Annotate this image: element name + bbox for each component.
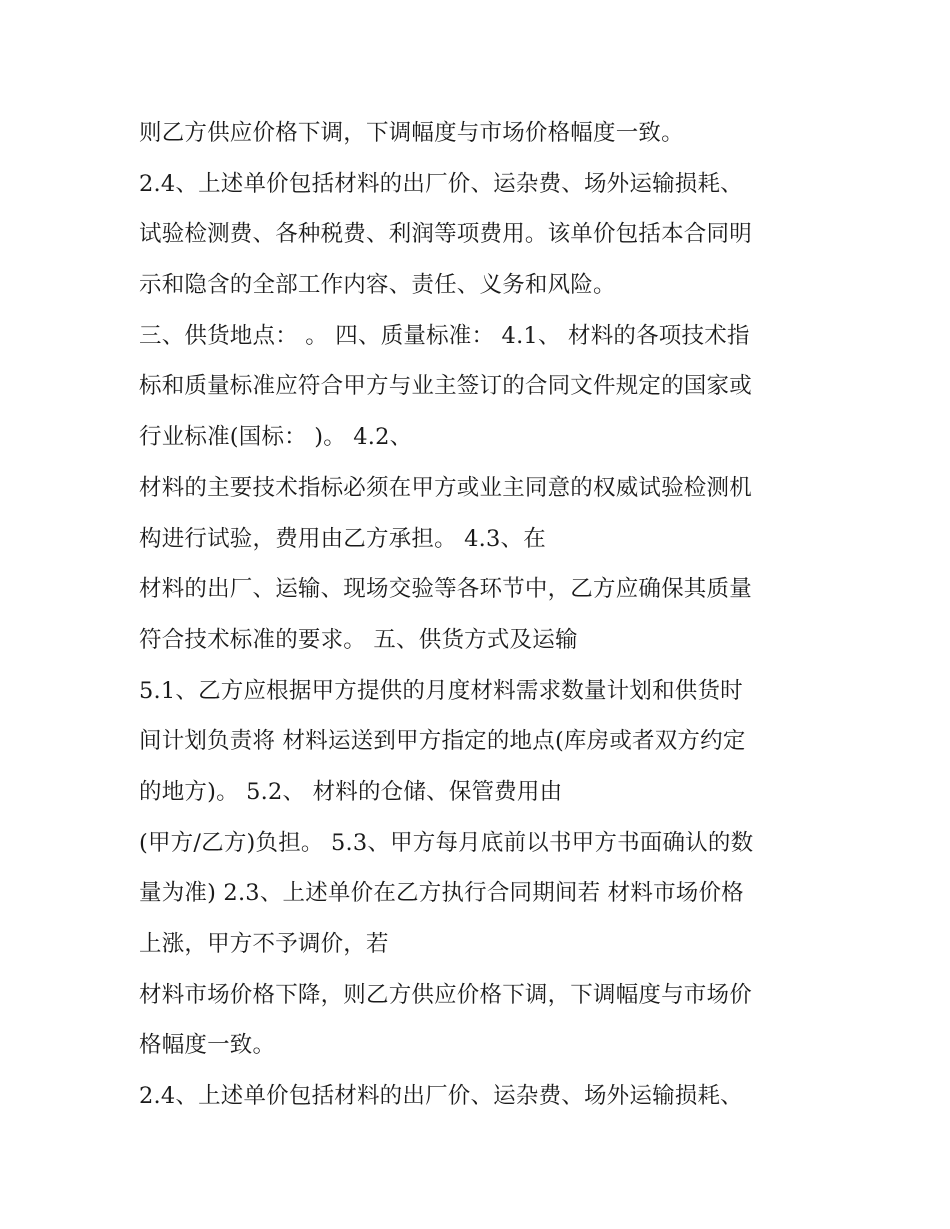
text-line: 量为准) 2.3、上述单价在乙方执行合同期间若 材料市场价格	[139, 880, 744, 907]
text-line: 标和质量标准应符合甲方与业主签订的合同文件规定的国家或	[139, 373, 752, 400]
document-body	[139, 108, 829, 1122]
text-line: 示和隐含的全部工作内容、责任、义务和风险。	[139, 272, 616, 299]
text-line: 材料市场价格下降，则乙方供应价格下调，下调幅度与市场价	[139, 981, 752, 1008]
text-line: 材料的出厂、运输、现场交验等各环节中，乙方应确保其质量	[139, 576, 752, 603]
text-line: 则乙方供应价格下调，下调幅度与市场价格幅度一致。	[139, 120, 684, 146]
text-line: (甲方/乙方)负担。 5.3、甲方每月底前以书甲方书面确认的数	[139, 829, 754, 856]
text-line: 格幅度一致。	[139, 1032, 276, 1059]
text-line: 2.4、上述单价包括材料的出厂价、运杂费、场外运输损耗、	[139, 170, 743, 197]
text-line: 间计划负责将 材料运送到甲方指定的地点(库房或者双方约定	[139, 728, 746, 755]
text-line: 材料的主要技术指标必须在甲方或业主同意的权威试验检测机	[139, 474, 752, 501]
text-line: 三、供货地点： 。 四、质量标准： 4.1、 材料的各项技术指	[139, 322, 750, 349]
text-line: 2.4、上述单价包括材料的出厂价、运杂费、场外运输损耗、	[139, 1083, 743, 1110]
text-line: 行业标准(国标： )。 4.2、	[139, 424, 413, 451]
text-line: 的地方)。 5.2、 材料的仓储、保管费用由	[139, 778, 563, 805]
text-line: 符合技术标准的要求。 五、供货方式及运输	[139, 626, 578, 653]
text-line: 5.1、乙方应根据甲方提供的月度材料需求数量计划和供货时	[139, 677, 743, 704]
text-line: 构进行试验，费用由乙方承担。 4.3、在	[139, 525, 546, 552]
text-line: 试验检测费、各种税费、利润等项费用。该单价包括本合同明	[139, 221, 752, 248]
text-line: 上涨，甲方不予调价，若	[139, 931, 389, 957]
